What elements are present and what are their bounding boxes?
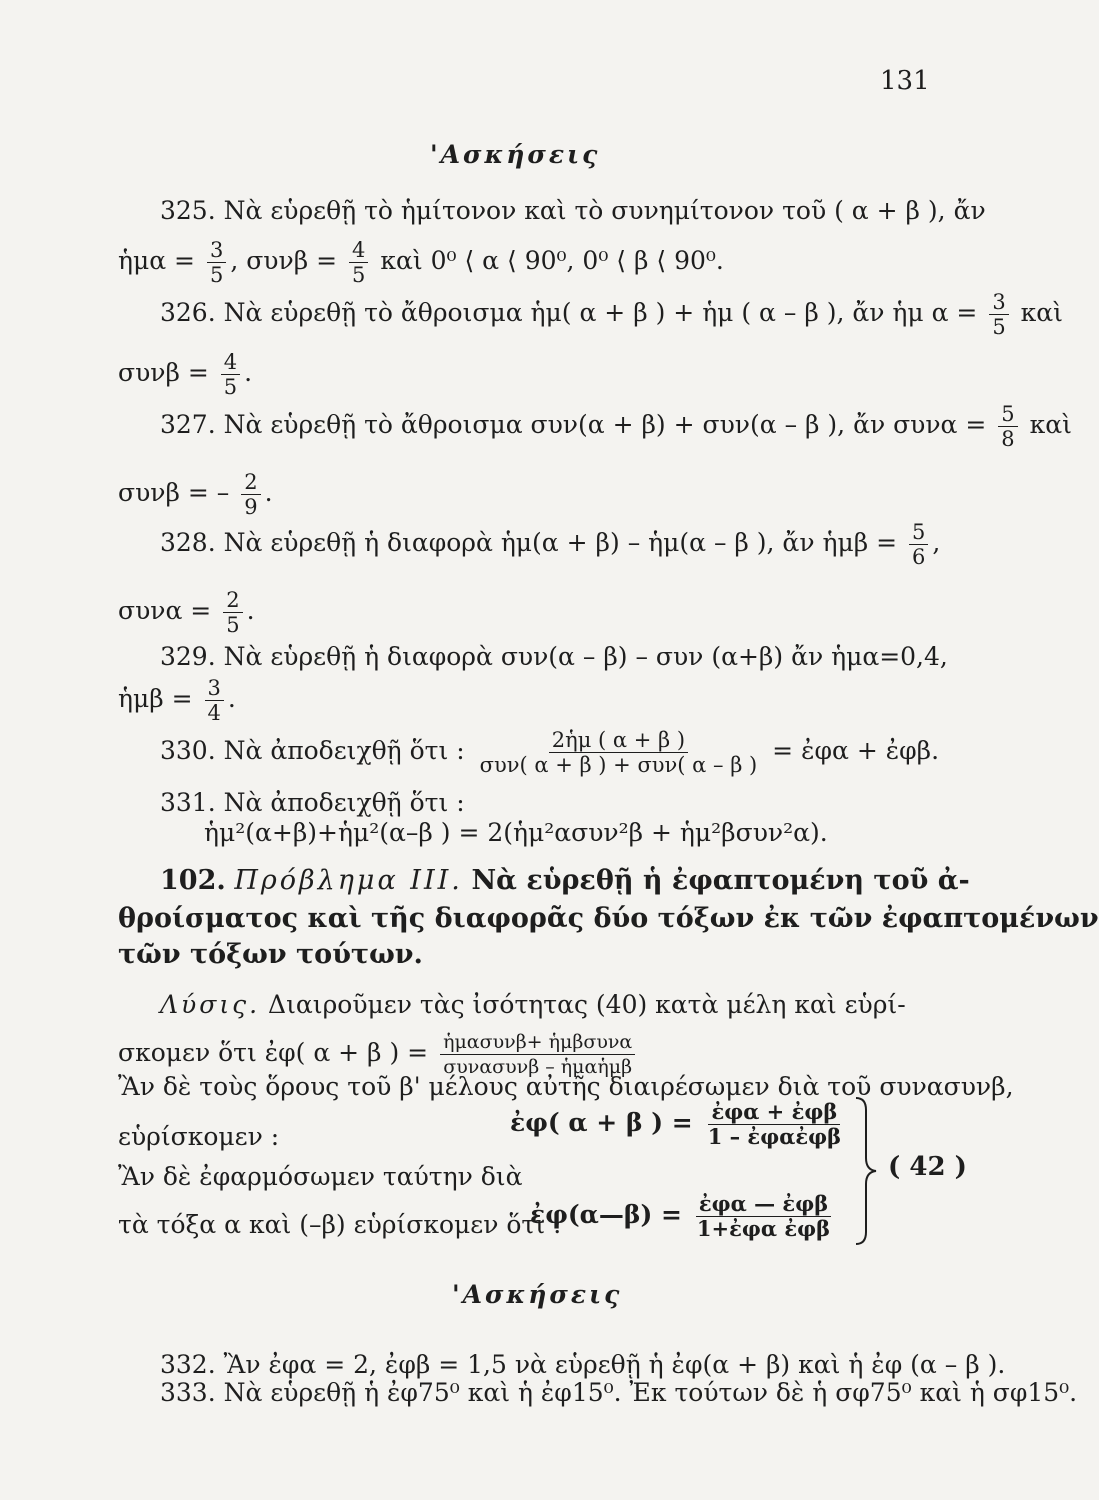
- exercises-heading: 'Ασκήσεις: [430, 140, 601, 169]
- exercise-332: 332. Ἂν ἐφα = 2, ἐφβ = 1,5 νὰ εὑρεθῇ ἡ ἐφ(α + β) καὶ ἡ ἐφ (α – β ).: [160, 1350, 1006, 1379]
- equation-number: ( 42 ): [888, 1152, 967, 1182]
- exercise-327-line1: 327. Νὰ εὑρεθῇ τὸ ἄθροισμα συν(α + β) + συν(α – β ), ἄν συνα = $\frac{5}{8}$ καὶ: [160, 402, 1072, 451]
- exercise-327-line2: συνβ = – $\frac{2}{9}$ .: [118, 470, 273, 519]
- solution-line5: Ἂν δὲ ἐφαρμόσωμεν ταύτην διὰ: [118, 1162, 523, 1191]
- problem-102-line2: θροίσματος καὶ τῆς διαφορᾶς δύο τόξων ἐκ τῶν ἐφαπτομένων: [118, 903, 1099, 934]
- exercises-heading-2: 'Ασκήσεις: [452, 1280, 623, 1309]
- solution-line4: εὑρίσκομεν :: [118, 1122, 280, 1151]
- fraction: $\frac{5}{8}$: [998, 402, 1017, 451]
- exercise-331-line1: 331. Νὰ ἀποδειχθῇ ὅτι :: [160, 788, 465, 817]
- fraction: $\frac{4}{5}$: [221, 350, 240, 399]
- equation-difference: ἐφ(α—β) = $\frac{\text{ἐφα — ἐφβ}}{\text{1+ἐφα ἐφβ}}$: [530, 1192, 837, 1241]
- exercise-329-line2: ἡμβ = $\frac{3}{4}$ .: [118, 676, 236, 725]
- fraction: $\frac{4}{5}$: [349, 238, 368, 287]
- fraction: $\frac{\text{ἡμασυνβ+ ἡμβσυνα}}{\text{συνασυνβ – ἡμαἡμβ}}$: [440, 1030, 635, 1079]
- exercise-328-line2: συνα = $\frac{2}{5}$ .: [118, 588, 255, 637]
- exercise-325-line1: 325. Νὰ εὑρεθῇ τὸ ἡμίτονον καὶ τὸ συνημίτονον τοῦ ( α + β ), ἄν: [160, 196, 986, 225]
- equation-sum: ἐφ( α + β ) = $\frac{\text{ἐφα + ἐφβ}}{\text{1 – ἐφαἐφβ}}$: [510, 1100, 848, 1149]
- fraction: $\frac{3}{4}$: [205, 676, 224, 725]
- solution-line2: σκομεν ὅτι ἐφ( α + β ) = $\frac{\text{ἡμασυνβ+ ἡμβσυνα}}{\text{συνασυνβ – ἡμαἡμβ}}$: [118, 1030, 639, 1079]
- fraction: $\frac{\text{2ἡμ ( α + β )}}{\text{συν( α + β ) + συν( α – β )}}$: [479, 728, 758, 777]
- right-brace: [852, 1096, 882, 1246]
- exercise-329-line1: 329. Νὰ εὑρεθῇ ἡ διαφορὰ συν(α – β) – συν (α+β) ἄν ἡμα=0,4,: [160, 642, 948, 671]
- fraction: $\frac{5}{6}$: [909, 520, 928, 569]
- page-number: 131: [880, 66, 930, 96]
- exercise-328-line1: 328. Νὰ εὑρεθῇ ἡ διαφορὰ ἡμ(α + β) – ἡμ(α – β ), ἄν ἡμβ = $\frac{5}{6}$ ,: [160, 520, 941, 569]
- problem-102-line1: 102. Πρόβλημα III. Νὰ εὑρεθῇ ἡ ἐφαπτομένη τοῦ ἀ-: [160, 865, 970, 896]
- exercise-326-line1: 326. Νὰ εὑρεθῇ τὸ ἄθροισμα ἡμ( α + β ) + ἡμ ( α – β ), ἄν ἡμ α = $\frac{3}{5}$ καὶ: [160, 290, 1063, 339]
- fraction: $\frac{3}{5}$: [989, 290, 1008, 339]
- fraction: $\frac{3}{5}$: [207, 238, 226, 287]
- solution-line3: Ἂν δὲ τοὺς ὅρους τοῦ β' μέλους αὐτῆς διαιρέσωμεν διὰ τοῦ συνασυνβ,: [118, 1072, 1014, 1101]
- fraction: $\frac{\text{ἐφα — ἐφβ}}{\text{1+ἐφα ἐφβ}}$: [696, 1191, 831, 1241]
- exercise-331-line2: ἡμ²(α+β)+ἡμ²(α–β ) = 2(ἡμ²ασυν²β + ἡμ²βσυν²α).: [204, 818, 828, 847]
- fraction: $\frac{2}{5}$: [223, 588, 242, 637]
- solution-line6: τὰ τόξα α καὶ (–β) εὑρίσκομεν ὅτι :: [118, 1210, 562, 1239]
- solution-line1: Λύσις. Διαιροῦμεν τὰς ἰσότητας (40) κατὰ μέλη καὶ εὑρί-: [160, 990, 906, 1019]
- exercise-333: 333. Νὰ εὑρεθῇ ἡ ἐφ75⁰ καὶ ἡ ἐφ15⁰. Ἐκ τούτων δὲ ἡ σφ75⁰ καὶ ἡ σφ15⁰.: [160, 1378, 1078, 1407]
- problem-102-line3: τῶν τόξων τούτων.: [118, 939, 423, 970]
- exercise-325-line2: ἡμα = $\frac{3}{5}$ , συνβ = $\frac{4}{5}$ καὶ 0⁰ ⟨ α ⟨ 90⁰, 0⁰ ⟨ β ⟨ 90⁰.: [118, 238, 724, 287]
- fraction: $\frac{2}{9}$: [241, 470, 260, 519]
- exercise-326-line2: συνβ = $\frac{4}{5}$ .: [118, 350, 253, 399]
- exercise-330: 330. Νὰ ἀποδειχθῇ ὅτι : $\frac{\text{2ἡμ ( α + β )}}{\text{συν( α + β ) + συν( α – β )}}$ = ἐφα + ἐφβ.: [160, 728, 940, 777]
- fraction: $\frac{\text{ἐφα + ἐφβ}}{\text{1 – ἐφαἐφβ}}$: [707, 1099, 842, 1149]
